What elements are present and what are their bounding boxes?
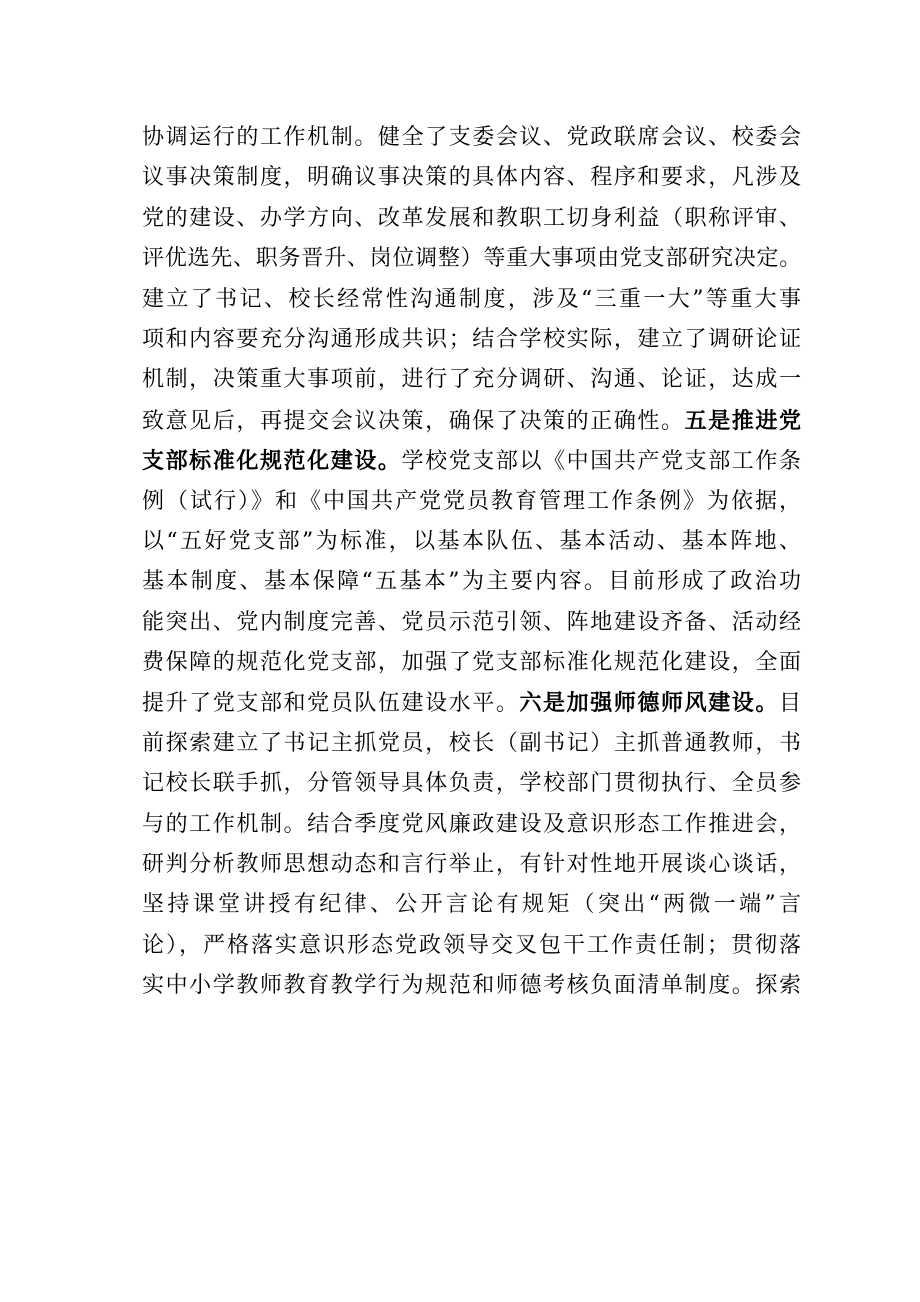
text-line: 建立了书记、校长经常性沟通制度，涉及“三重一大”等重大事 bbox=[142, 286, 802, 312]
text-line: 研判分析教师思想动态和言行举止，有针对性地开展谈心谈话， bbox=[142, 852, 802, 878]
text-line: 党的建设、办学方向、改革发展和教职工切身利益（职称评审、 bbox=[142, 205, 802, 231]
text-line bbox=[142, 441, 802, 481]
text-line bbox=[142, 401, 802, 441]
text-line: 例（试行）》和《中国共产党党员教育管理工作条例》为依据， bbox=[142, 488, 802, 514]
bold-heading: 支部标准化规范化建设。 bbox=[142, 448, 402, 475]
text-line: 议事决策制度，明确议事决策的具体内容、程序和要求，凡涉及 bbox=[142, 165, 802, 191]
text-line: 基本制度、基本保障“五基本”为主要内容。目前形成了政治功 bbox=[142, 569, 802, 595]
text-line: 与的工作机制。结合季度党风廉政建设及意识形态工作推进会， bbox=[142, 811, 802, 837]
line-text: 目 bbox=[778, 691, 802, 717]
text-line: 前探索建立了书记主抓党员，校长（副书记）主抓普通教师，书 bbox=[142, 730, 802, 756]
bold-heading: 五是推进党 bbox=[684, 407, 802, 434]
text-line: 论），严格落实意识形态党政领导交叉包干工作责任制；贯彻落 bbox=[142, 932, 802, 958]
body-text bbox=[142, 118, 802, 1007]
text-line bbox=[142, 683, 802, 723]
text-line: 实中小学教师教育教学行为规范和师德考核负面清单制度。探索 bbox=[142, 973, 802, 999]
line-text: 提升了党支部和党员队伍建设水平。 bbox=[142, 691, 520, 717]
line-text: 致意见后，再提交会议决策，确保了决策的正确性。 bbox=[142, 408, 685, 434]
text-line: 机制，决策重大事项前，进行了充分调研、沟通、论证，达成一 bbox=[142, 367, 802, 393]
text-line: 坚持课堂讲授有纪律、公开言论有规矩（突出“两微一端”言 bbox=[142, 892, 802, 918]
text-line: 协调运行的工作机制。健全了支委会议、党政联席会议、校委会 bbox=[142, 125, 802, 150]
text-line: 记校长联手抓，分管领导具体负责，学校部门贯彻执行、全员参 bbox=[142, 771, 802, 797]
text-line: 项和内容要充分沟通形成共识；结合学校实际，建立了调研论证 bbox=[142, 326, 802, 352]
text-line: 能突出、党内制度完善、党员示范引领、阵地建设齐备、活动经 bbox=[142, 609, 802, 635]
text-line: 以“五好党支部”为标准，以基本队伍、基本活动、基本阵地、 bbox=[142, 528, 802, 554]
bold-heading: 六是加强师德师风建设。 bbox=[519, 690, 779, 717]
text-line: 费保障的规范化党支部，加强了党支部标准化规范化建设，全面 bbox=[142, 650, 802, 676]
line-text: 学校党支部以《中国共产党支部工作条 bbox=[401, 449, 802, 475]
text-line: 评优选先、职务晋升、岗位调整）等重大事项由党支部研究决定。 bbox=[142, 246, 802, 272]
